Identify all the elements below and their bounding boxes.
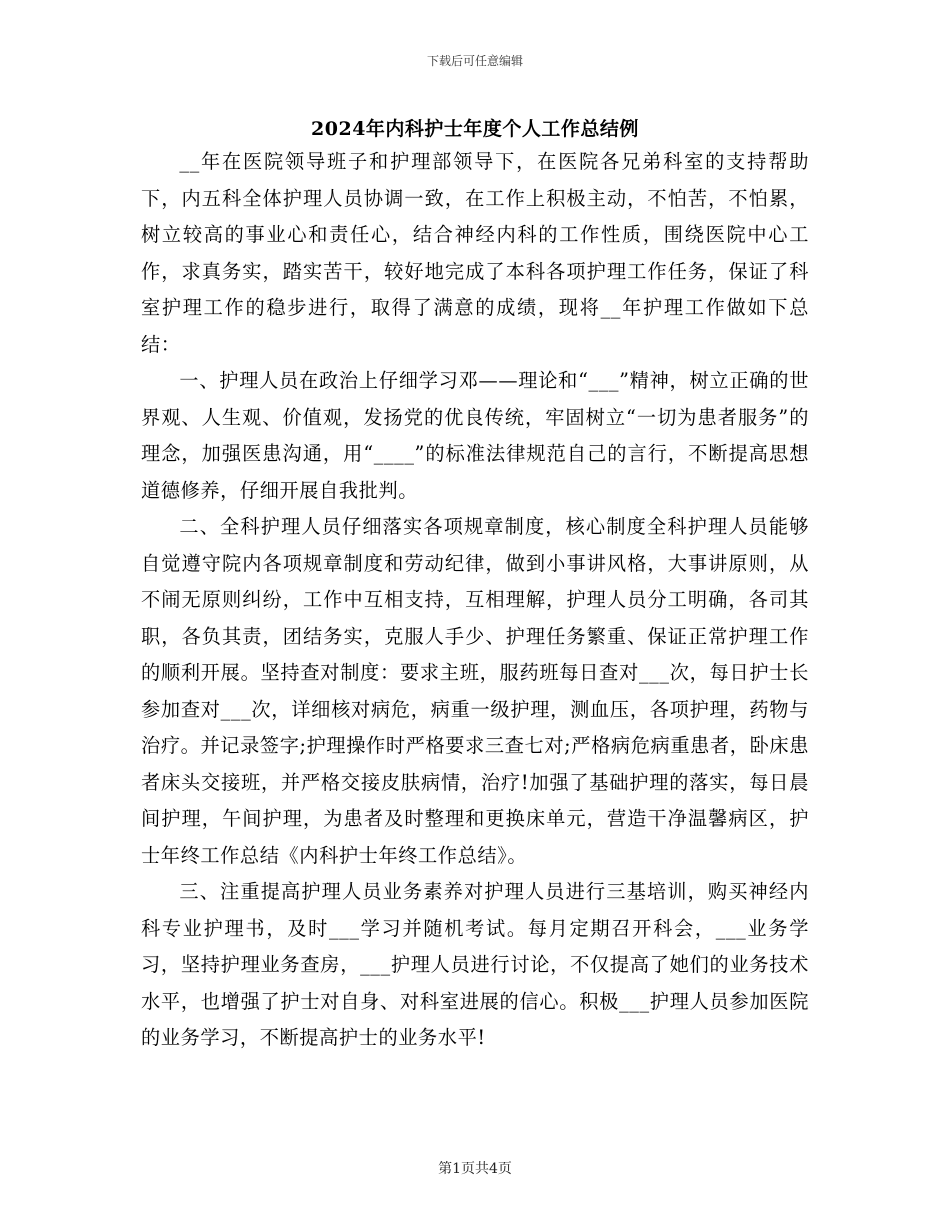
paragraph-intro: __年在医院领导班子和护理部领导下，在医院各兄弟科室的支持帮助下，内五科全体护理人员协调一致，在工作上积极主动，不怕苦，不怕累，树立较高的事业心和责任心，结合神经内科的工作性质，围绕医院中心工作，求真务实，踏实苦干，较好地完成了本科各项护理工作任务，保证了科室护理工作的稳步进行，取得了满意的成绩，现将__年护理工作做如下总结： xyxy=(141,150,809,356)
document-title: 2024年内科护士年度个人工作总结例 xyxy=(311,118,639,140)
paragraph-section-3: 三、注重提高护理人员业务素养对护理人员进行三基培训，购买神经内科专业护理书，及时___学习并随机考试。每月定期召开科会，___业务学习，坚持护理业务查房，___护理人员进行讨论，不仅提高了她们的业务技术水平，也增强了护士对自身、对科室进展的信心。积极___护理人员参加医院的业务学习，不断提高护士的业务水平! xyxy=(141,880,809,1049)
page-header-note: 下载后可任意编辑 xyxy=(426,54,523,68)
document-body xyxy=(141,144,809,1057)
paragraph-section-1: 一、护理人员在政治上仔细学习邓——理论和“___”精神，树立正确的世界观、人生观、价值观，发扬党的优良传统，牢固树立“一切为患者服务”的理念，加强医患沟通，用“____”的标准法律规范自己的言行，不断提高思想道德修养，仔细开展自我批判。 xyxy=(141,369,809,502)
page-number: 第1页共4页 xyxy=(438,1161,512,1177)
paragraph-section-2: 二、全科护理人员仔细落实各项规章制度，核心制度全科护理人员能够自觉遵守院内各项规章制度和劳动纪律，做到小事讲风格，大事讲原则，从不闹无原则纠纷，工作中互相支持，互相理解，护理人员分工明确，各司其职，各负其责，团结务实，克服人手少、护理任务繁重、保证正常护理工作的顺利开展。坚持查对制度：要求主班，服药班每日查对___次，每日护士长参加查对___次，详细核对病危，病重一级护理，测血压，各项护理，药物与治疗。并记录签字;护理操作时严格要求三查七对;严格病危病重患者，卧床患者床头交接班，并严格交接皮肤病情，治疗!加强了基础护理的落实，每日晨间护理，午间护理，为患者及时整理和更换床单元，营造干净温馨病区，护士年终工作总结《内科护士年终工作总结》。 xyxy=(141,515,809,867)
